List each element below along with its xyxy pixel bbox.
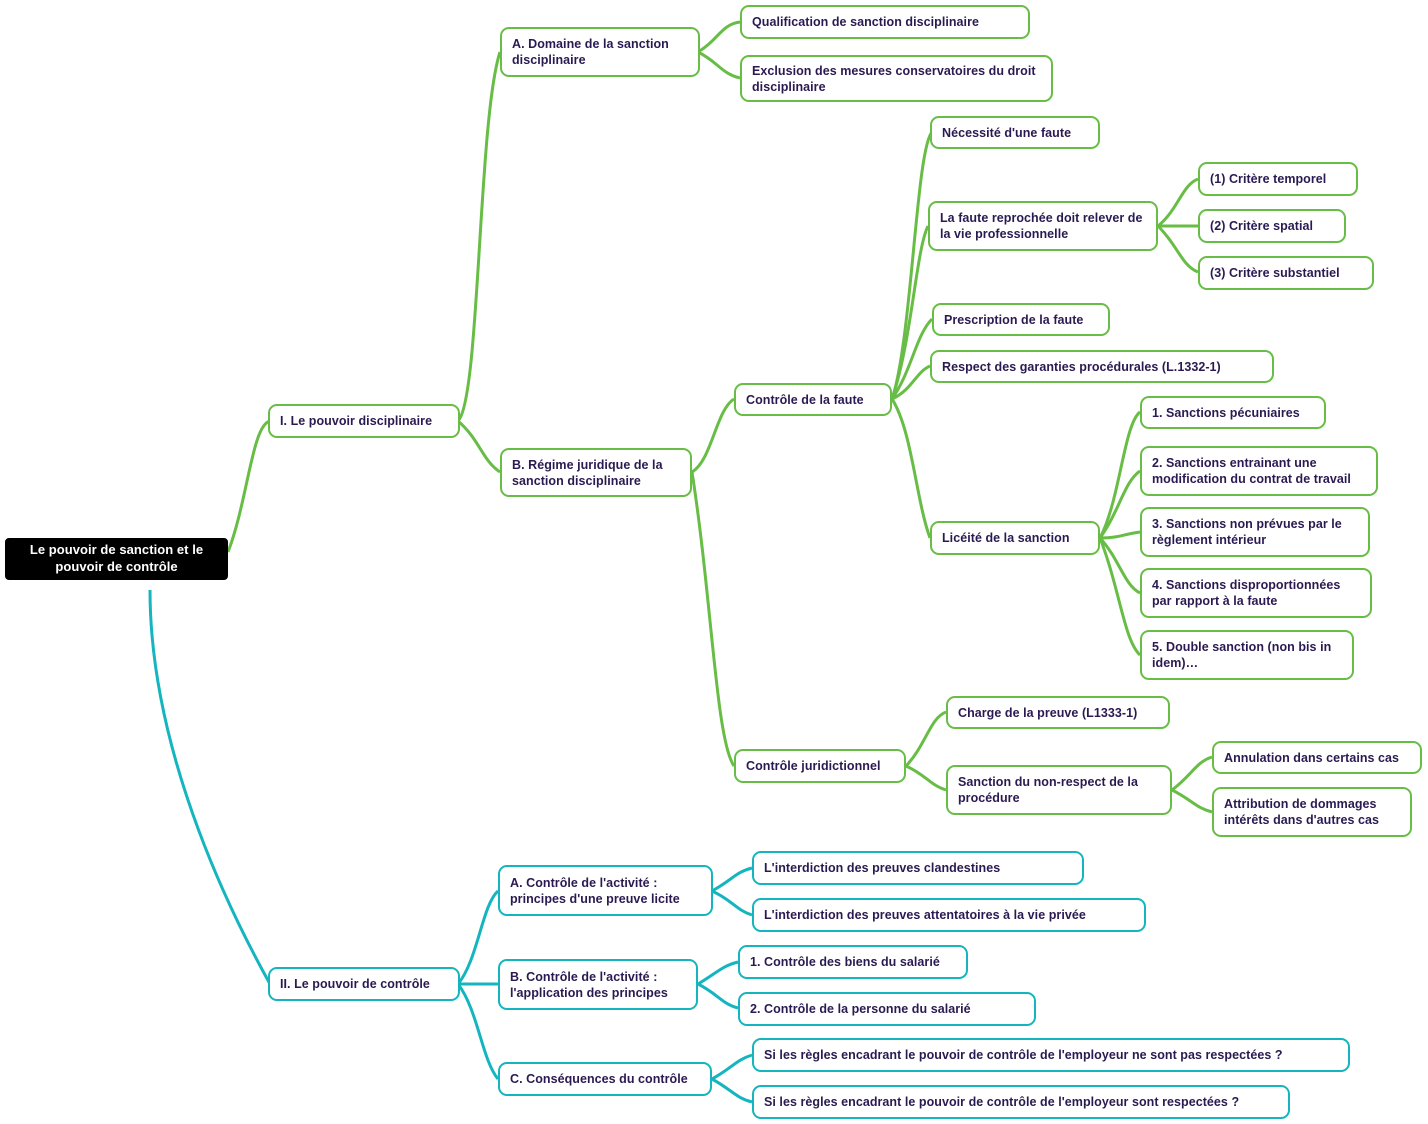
node-1-b-2-b-label: 2. Sanctions entrainant une modification du contrat de travail (1152, 456, 1351, 486)
node-1-b-1-d[interactable] (930, 350, 1274, 383)
node-2-b-label: B. Contrôle de l'activité : l'application des principes (510, 969, 668, 1000)
node-2-a[interactable] (498, 865, 713, 916)
node-1-b-3[interactable] (734, 749, 906, 783)
node-2-c-1-label: Si les règles encadrant le pouvoir de contrôle de l'employeur ne sont pas respectées ? (764, 1048, 1283, 1062)
node-1-b-3-b[interactable] (946, 765, 1172, 815)
node-1-b-3-label: Contrôle juridictionnel (746, 759, 881, 773)
node-1-b-1-b-3[interactable] (1198, 256, 1374, 290)
node-1-b-3-b-2-label: Attribution de dommages intérêts dans d'autres cas (1224, 797, 1380, 827)
node-2-c-2-label: Si les règles encadrant le pouvoir de contrôle de l'employeur sont respectées ? (764, 1095, 1240, 1109)
node-1-b-3-b-label: Sanction du non-respect de la procédure (958, 775, 1138, 805)
node-2-a-1[interactable] (752, 851, 1084, 885)
node-1-b-2-a-label: 1. Sanctions pécuniaires (1152, 405, 1300, 420)
node-1-b-1-a[interactable] (930, 116, 1100, 149)
node-1-b-1-b-1[interactable] (1198, 162, 1358, 196)
node-1-a-label: A. Domaine de la sanction disciplinaire (512, 37, 669, 67)
node-1-a-2[interactable] (740, 55, 1053, 102)
node-branch-1-label: I. Le pouvoir disciplinaire (280, 414, 433, 428)
node-1-a-2-label: Exclusion des mesures conservatoires du droit disciplinaire (752, 63, 1036, 94)
root-node[interactable] (5, 538, 228, 580)
node-1-b-1-a-label: Nécessité d'une faute (942, 125, 1072, 140)
node-1-b-1-b-3-label: (3) Critère substantiel (1210, 266, 1340, 280)
node-1-a[interactable] (500, 27, 700, 77)
node-1-b-2-d[interactable] (1140, 568, 1372, 618)
node-1-b-2-e-label: 5. Double sanction (non bis in idem)… (1152, 640, 1332, 670)
node-2-b-1-label: 1. Contrôle des biens du salarié (750, 955, 940, 969)
node-2-c-2[interactable] (752, 1085, 1290, 1119)
root-node-label: Le pouvoir de sanction et le pouvoir de contrôle (29, 542, 204, 574)
node-1-b-1-b-2[interactable] (1198, 209, 1346, 243)
node-2-b[interactable] (498, 959, 698, 1010)
node-branch-1[interactable] (268, 404, 460, 438)
node-1-b-2[interactable] (930, 521, 1100, 555)
node-1-b-1-label: Contrôle de la faute (746, 392, 864, 407)
node-1-b-2-label: Licéité de la sanction (942, 531, 1070, 545)
node-2-c-label: C. Conséquences du contrôle (510, 1072, 688, 1086)
node-1-b-1-b-2-label: (2) Critère spatial (1210, 219, 1314, 233)
node-1-b-1-b[interactable] (928, 201, 1158, 251)
node-1-b-2-b[interactable] (1140, 446, 1378, 496)
node-2-a-2[interactable] (752, 898, 1146, 932)
node-2-c[interactable] (498, 1062, 712, 1096)
node-1-b-3-a-label: Charge de la preuve (L1333-1) (958, 705, 1138, 720)
node-1-a-1-label: Qualification de sanction disciplinaire (752, 15, 979, 29)
node-2-c-1[interactable] (752, 1038, 1350, 1072)
node-branch-2-label: II. Le pouvoir de contrôle (280, 977, 430, 991)
node-1-b-3-b-1-label: Annulation dans certains cas (1224, 750, 1400, 765)
node-1-b-3-b-1[interactable] (1212, 741, 1422, 774)
node-1-b-1-d-label: Respect des garanties procédurales (L.1332-1) (942, 359, 1221, 374)
node-1-b-1[interactable] (734, 383, 892, 416)
node-1-b-label: B. Régime juridique de la sanction disciplinaire (512, 457, 663, 488)
node-branch-2[interactable] (268, 967, 460, 1001)
node-1-b-1-c-label: Prescription de la faute (944, 312, 1084, 327)
node-2-b-2-label: 2. Contrôle de la personne du salarié (750, 1002, 971, 1016)
node-2-b-2[interactable] (738, 992, 1036, 1026)
node-1-b[interactable] (500, 448, 692, 497)
node-1-b-2-c[interactable] (1140, 507, 1370, 557)
node-1-b-2-a[interactable] (1140, 396, 1326, 429)
node-1-b-1-b-label: La faute reprochée doit relever de la vie professionnelle (940, 211, 1143, 241)
node-1-b-1-b-1-label: (1) Critère temporel (1210, 172, 1327, 186)
node-1-b-2-c-label: 3. Sanctions non prévues par le règlement intérieur (1152, 517, 1342, 547)
node-1-b-2-d-label: 4. Sanctions disproportionnées par rapport à la faute (1152, 578, 1341, 608)
node-1-b-2-e[interactable] (1140, 630, 1354, 680)
node-2-a-1-label: L'interdiction des preuves clandestines (764, 861, 1001, 875)
node-2-b-1[interactable] (738, 945, 968, 979)
node-1-b-1-c[interactable] (932, 303, 1110, 336)
node-1-b-3-b-2[interactable] (1212, 787, 1412, 837)
node-2-a-label: A. Contrôle de l'activité : principes d'une preuve licite (510, 875, 680, 906)
node-2-a-2-label: L'interdiction des preuves attentatoires à la vie privée (764, 908, 1086, 922)
node-1-b-3-a[interactable] (946, 696, 1170, 729)
node-1-a-1[interactable] (740, 5, 1030, 39)
